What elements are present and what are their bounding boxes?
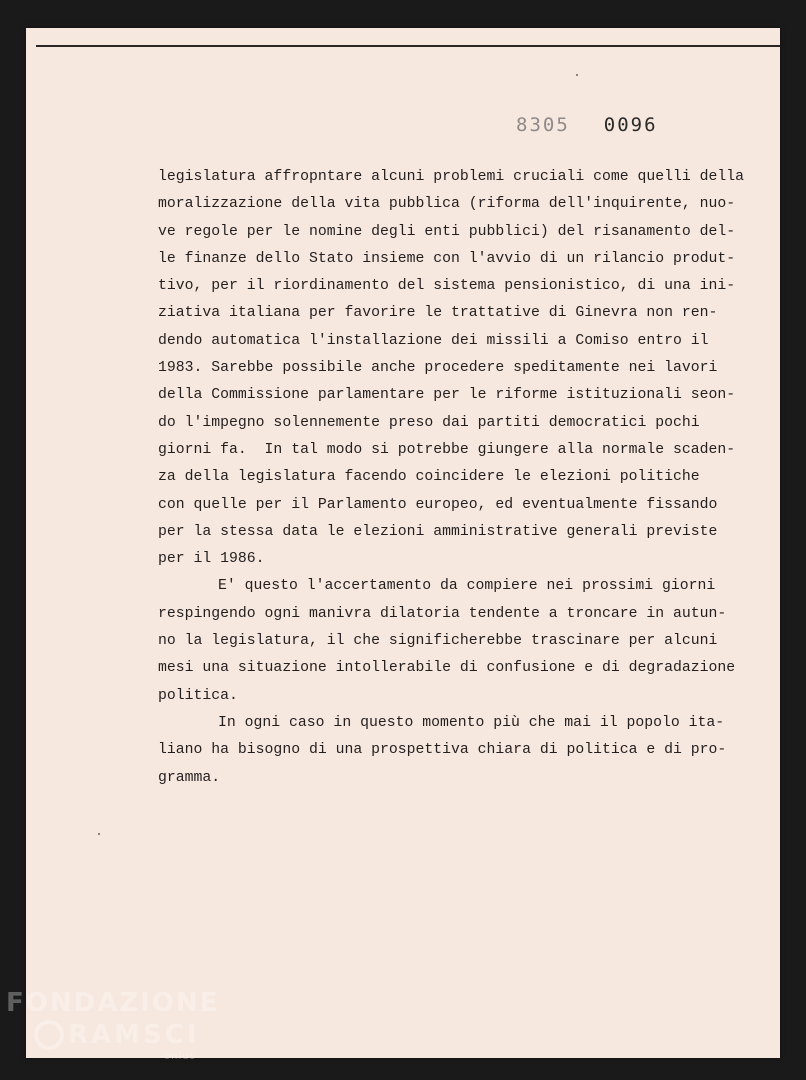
text-line: mesi una situazione intollerabile di confusione e di degradazione: [158, 660, 736, 677]
text-line: tivo, per il riordinamento del sistema pensionistico, di una ini-: [158, 278, 736, 295]
document-page: [26, 28, 780, 1058]
text-line: moralizzazione della vita pubblica (riforma dell'inquirente, nuo-: [158, 196, 736, 213]
text-line: do l'impegno solennemente preso dai partiti democratici pochi: [158, 414, 700, 431]
text-line: liano ha bisogno di una prospettiva chiara di politica e di pro-: [158, 742, 727, 759]
document-number-part1: 8305: [516, 114, 570, 136]
text-line: dendo automatica l'installazione dei missili a Comiso entro il: [158, 332, 709, 349]
document-number-part2: 0096: [603, 114, 658, 136]
text-line: le finanze dello Stato insieme con l'avvio di un rilancio produt-: [158, 250, 736, 267]
paragraph: [158, 164, 745, 573]
text-line: za della legislatura facendo coincidere le elezioni politiche: [158, 469, 700, 486]
text-line: giorni fa. In tal modo si potrebbe giungere alla normale scaden-: [158, 441, 736, 458]
text-line: della Commissione parlamentare per le riforme istituzionali seon-: [158, 387, 736, 404]
text-line: ve regole per le nomine degli enti pubblici) del risanamento del-: [158, 223, 736, 240]
text-line: per il 1986.: [158, 551, 265, 568]
text-line: no la legislatura, il che significherebbe trascinare per alcuni: [158, 633, 718, 650]
body-text: [158, 164, 745, 792]
text-line: E' questo l'accertamento da compiere nei prossimi giorni: [218, 578, 716, 595]
top-rule: [36, 45, 780, 47]
text-line: 1983. Sarebbe possibile anche procedere speditamente nei lavori: [158, 360, 718, 377]
document-number: [516, 114, 658, 136]
watermark-line1: FONDAZIONE: [6, 988, 220, 1018]
g-logo-icon: [34, 1020, 64, 1050]
text-line: legislatura affropntare alcuni problemi cruciali come quelli della: [158, 169, 745, 185]
watermark-logo: [6, 990, 219, 1062]
watermark-line2: RAMSCI: [68, 1020, 200, 1050]
paragraph: [158, 573, 736, 709]
text-line: politica.: [158, 687, 238, 704]
text-line: ziativa italiana per favorire le trattative di Ginevra non ren-: [158, 305, 718, 322]
watermark-line2-wrap: [34, 1020, 219, 1050]
paper-speck: [98, 833, 100, 835]
paragraph: [158, 710, 727, 792]
text-line: per la stessa data le elezioni amministrative generali previste: [158, 523, 718, 540]
text-line: gramma.: [158, 769, 221, 786]
watermark-line3: onlus: [164, 1051, 196, 1062]
text-line: con quelle per il Parlamento europeo, ed eventualmente fissando: [158, 496, 718, 513]
text-line: In ogni caso in questo momento più che mai il popolo ita-: [218, 714, 725, 731]
paper-speck: [576, 74, 578, 76]
text-line: respingendo ogni manivra dilatoria tendente a troncare in autun-: [158, 605, 727, 622]
